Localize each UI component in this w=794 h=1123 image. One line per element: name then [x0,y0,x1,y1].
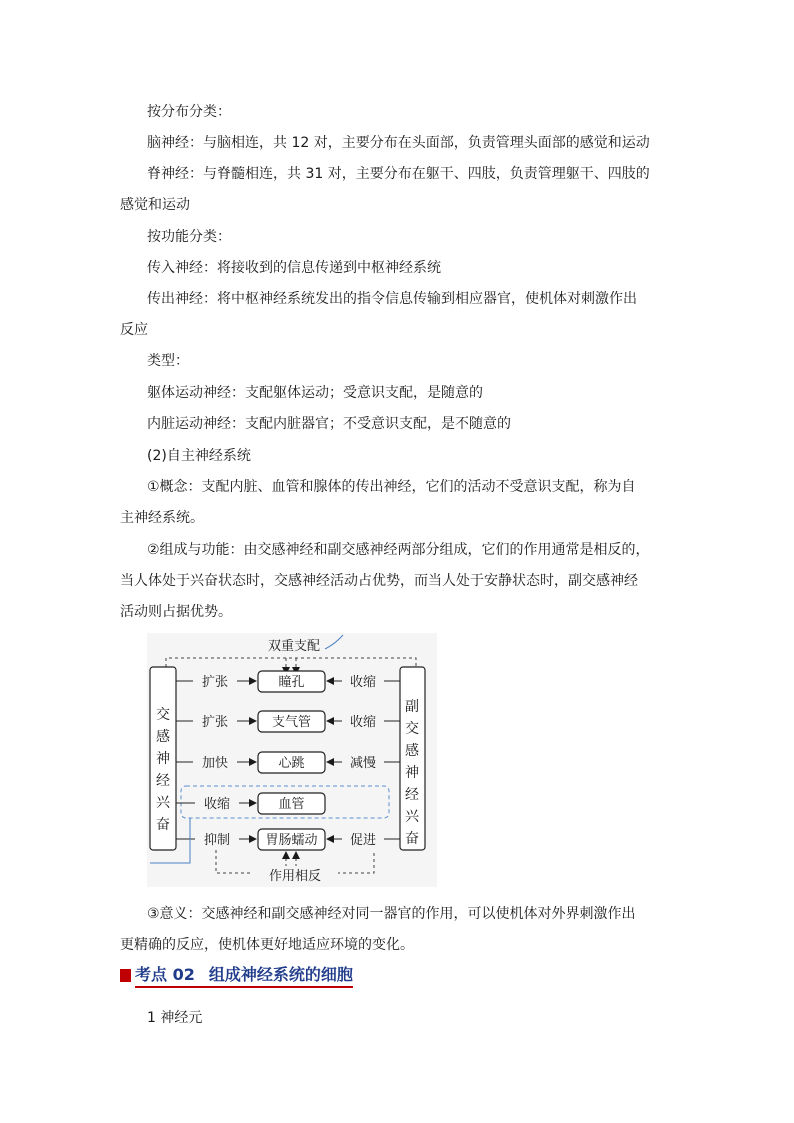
effect-right-row1: 收缩 [349,675,377,690]
paragraph: 按分布分类： [147,104,231,120]
organ-label-heartbeat: 心跳 [278,756,305,771]
effect-right-row2: 收缩 [349,715,377,730]
paragraph: 内脏运动神经：支配内脏器官；不受意识支配，是不随意的 [147,416,511,432]
paragraph: 更精确的反应，使机体更好地适应环境的变化。 [120,937,414,953]
paragraph: 感觉和运动 [120,197,190,213]
organ-label-blood-vessel: 血管 [278,797,305,812]
red-square-icon [120,969,131,982]
organ-label-pupil: 瞳孔 [278,675,305,690]
paragraph: 传出神经：将中枢神经系统发出的指令信息传输到相应器官，使机体对刺激作出 [147,291,637,307]
effect-left-row3: 加快 [201,756,229,771]
paragraph: ③意义：交感神经和副交感神经对同一器官的作用，可以使机体对外界刺激作出 [147,906,636,922]
section-title: 组成神经系统的细胞 [208,965,353,984]
effect-right-row3: 减慢 [349,756,377,771]
effect-left-row2: 扩张 [201,715,229,730]
section-number: 考点 02 [135,965,195,984]
paragraph: 主神经系统。 [120,510,204,526]
parasympathetic-label: 副交感神经兴奋 [405,699,419,847]
effect-left-row1: 扩张 [201,675,229,690]
organ-label-peristalsis: 胃肠蠕动 [265,833,318,848]
bottom-label: 作用相反 [268,869,322,884]
paragraph: 类型： [147,353,189,369]
paragraph: ①概念：支配内脏、血管和腺体的传出神经，它们的活动不受意识支配，称为自 [147,479,636,495]
paragraph: 按功能分类： [147,229,231,245]
sympathetic-label: 交感神经兴奋 [156,707,170,833]
section-heading [120,962,353,988]
paragraph: ②组成与功能：由交感神经和副交感神经两部分组成，它们的作用通常是相反的， [147,542,650,558]
paragraph: 脑神经：与脑相连，共 12 对，主要分布在头面部，负责管理头面部的感觉和运动 [147,135,650,151]
sub-item: 1 神经元 [147,1010,203,1026]
paragraph: 传入神经：将接收到的信息传递到中枢神经系统 [147,260,441,276]
section-heading-text [135,962,353,988]
autonomic-nervous-system-diagram [147,633,437,887]
paragraph: 脊神经：与脊髓相连，共 31 对，主要分布在躯干、四肢，负责管理躯干、四肢的 [147,166,650,182]
paragraph: (2)自主神经系统 [147,448,251,464]
paragraph: 活动则占据优势。 [120,604,232,620]
paragraph: 当人体处于兴奋状态时，交感神经活动占优势，而当人处于安静状态时，副交感神经 [120,573,638,589]
effect-left-row5: 抑制 [203,833,231,848]
organ-label-bronchus: 支气管 [271,715,312,730]
paragraph: 反应 [120,322,148,338]
paragraph: 躯体运动神经：支配躯体运动；受意识支配，是随意的 [147,385,483,401]
effect-right-row5: 促进 [349,833,377,848]
effect-left-row4: 收缩 [203,797,231,812]
top-label: 双重支配 [267,639,321,654]
